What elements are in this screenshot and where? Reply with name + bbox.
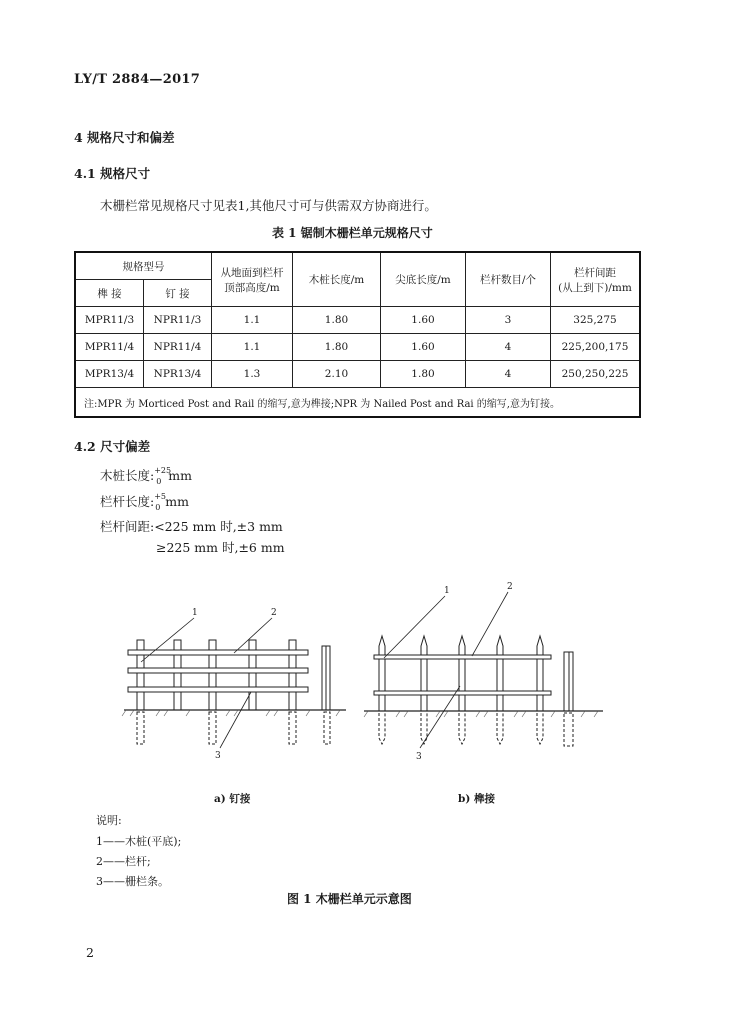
cell-npr: NPR13/4 — [144, 361, 212, 388]
th-model: 规格型号 — [75, 252, 212, 280]
tol-rail-limits — [154, 491, 167, 512]
figure-a-label: a) 钉接 — [214, 793, 251, 805]
th-height-line1: 从地面到栏杆 — [220, 266, 284, 279]
pointed-picket — [459, 636, 465, 711]
table-row — [75, 361, 640, 388]
cell-post: 2.10 — [293, 361, 381, 388]
standard-code-header: LY/T 2884—2017 — [74, 72, 201, 87]
th-height-line2: 顶部高度/m — [224, 281, 280, 294]
cell-height: 1.1 — [212, 334, 293, 361]
cell-tip: 1.60 — [381, 334, 466, 361]
cell-mpr: MPR13/4 — [75, 361, 144, 388]
side-view-post — [564, 652, 569, 711]
section-4-2-heading: 4.2 尺寸偏差 — [74, 439, 151, 454]
table-row — [75, 307, 640, 334]
fence-rail — [128, 668, 308, 673]
pointed-picket — [497, 636, 503, 711]
th-nail: 钉 接 — [144, 280, 212, 307]
pointed-picket — [421, 636, 427, 711]
callout-leader-3 — [220, 692, 251, 748]
section-4-heading: 4 规格尺寸和偏差 — [74, 130, 175, 145]
tol-rail-lower: 0 — [155, 502, 161, 512]
tol-post-upper: +25 — [154, 465, 172, 475]
th-post-length: 木桩长度/m — [293, 252, 381, 307]
cell-post: 1.80 — [293, 334, 381, 361]
table-row — [75, 334, 640, 361]
cell-mpr: MPR11/4 — [75, 334, 144, 361]
cell-spacing: 225,200,175 — [551, 334, 641, 361]
legend-item-2: 2——栏杆; — [96, 855, 151, 868]
callout-2: 2 — [271, 608, 277, 618]
cell-count: 3 — [466, 307, 551, 334]
side-view-post — [322, 646, 326, 710]
fence-rail — [374, 655, 551, 659]
callout-1: 1 — [192, 608, 198, 618]
tolerance-spacing-1: 栏杆间距:<225 mm 时,±3 mm — [100, 519, 283, 534]
tol-post-unit: mm — [168, 468, 192, 483]
fence-nailed-diagram — [120, 600, 350, 760]
th-rail-spacing — [551, 252, 641, 307]
fence-rail — [374, 691, 551, 695]
cell-height: 1.1 — [212, 307, 293, 334]
fence-mortised-diagram — [360, 578, 610, 763]
section-4-1-heading: 4.1 规格尺寸 — [74, 166, 151, 181]
cell-spacing: 325,275 — [551, 307, 641, 334]
figure-1-caption: 图 1 木栅栏单元示意图 — [287, 892, 412, 906]
tolerance-rail-length — [100, 492, 189, 510]
tol-rail-unit: mm — [165, 494, 189, 509]
cell-npr: NPR11/4 — [144, 334, 212, 361]
callout-3: 3 — [416, 752, 422, 762]
tol-post-label: 木桩长度: — [100, 468, 155, 483]
fence-rail — [128, 687, 308, 692]
pointed-picket — [379, 636, 385, 711]
tolerance-spacing-2: ≥225 mm 时,±6 mm — [156, 540, 285, 555]
tol-post-lower: 0 — [156, 476, 162, 486]
tol-post-limits — [154, 465, 172, 486]
cell-npr: NPR11/3 — [144, 307, 212, 334]
th-spacing-line2: (从上到下)/mm — [558, 281, 632, 294]
page-number: 2 — [86, 945, 94, 960]
legend-item-1: 1——木桩(平底); — [96, 835, 182, 848]
cell-tip: 1.60 — [381, 307, 466, 334]
callout-3: 3 — [215, 751, 221, 760]
th-mortise: 榫 接 — [75, 280, 144, 307]
callout-leader-2 — [234, 618, 272, 653]
table-1-caption: 表 1 锯制木栅栏单元规格尺寸 — [272, 226, 433, 240]
callout-2: 2 — [507, 582, 513, 592]
cell-height: 1.3 — [212, 361, 293, 388]
cell-count: 4 — [466, 334, 551, 361]
legend-title: 说明: — [96, 814, 122, 827]
tol-rail-upper: +5 — [154, 491, 167, 501]
cell-post: 1.80 — [293, 307, 381, 334]
tol-rail-label: 栏杆长度: — [100, 494, 155, 509]
cell-spacing: 250,250,225 — [551, 361, 641, 388]
th-tip-length: 尖底长度/m — [381, 252, 466, 307]
table-note: 注:MPR 为 Morticed Post and Rail 的缩写,意为榫接;NPR 为 Nailed Post and Rai 的缩写,意为钉接。 — [75, 388, 640, 418]
th-spacing-line1: 栏杆间距 — [574, 266, 616, 279]
callout-1: 1 — [444, 586, 450, 596]
cell-count: 4 — [466, 361, 551, 388]
section-4-1-paragraph: 木栅栏常见规格尺寸见表1,其他尺寸可与供需双方协商进行。 — [100, 198, 437, 213]
th-height — [212, 252, 293, 307]
figure-b-label: b) 榫接 — [458, 793, 495, 805]
callout-leader-1 — [384, 596, 445, 658]
th-rail-count: 栏杆数目/个 — [466, 252, 551, 307]
legend-item-3: 3——栅栏条。 — [96, 875, 169, 888]
pointed-picket — [537, 636, 543, 711]
cell-tip: 1.80 — [381, 361, 466, 388]
cell-mpr: MPR11/3 — [75, 307, 144, 334]
spec-table — [74, 251, 641, 418]
tolerance-post-length — [100, 466, 192, 484]
